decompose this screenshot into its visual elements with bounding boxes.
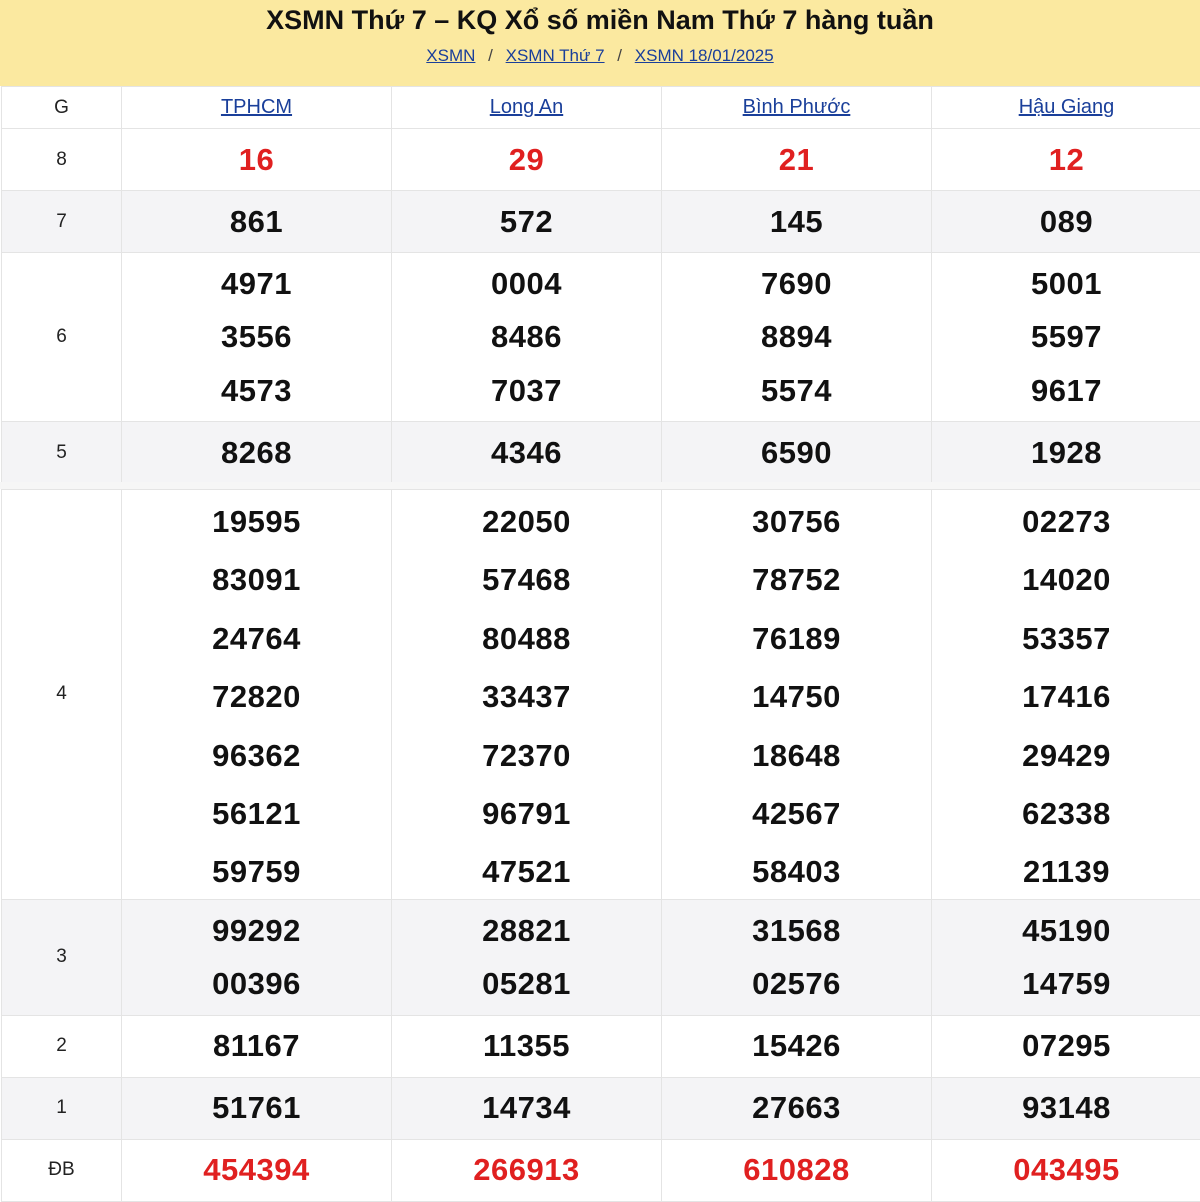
province-header	[662, 87, 932, 129]
prize-number: 31568	[662, 904, 931, 957]
prize-number: 14020	[932, 548, 1200, 606]
prize-number: 7690	[662, 257, 931, 311]
prize-label: ĐB	[2, 1139, 122, 1201]
prize-number: 7037	[392, 364, 661, 418]
prize-number: 45190	[932, 904, 1200, 957]
table-header-row	[2, 87, 1200, 129]
prize-row-1	[2, 1077, 1200, 1139]
prize-number: 30756	[662, 490, 931, 548]
prize-label: 2	[2, 1015, 122, 1077]
prize-number: 22050	[392, 490, 661, 548]
prize-number: 21139	[932, 840, 1200, 898]
prize-number: 07295	[1022, 1028, 1111, 1063]
breadcrumb-separator: /	[617, 46, 622, 65]
prize-number: 59759	[122, 840, 391, 898]
prize-number: 089	[1040, 204, 1093, 239]
prize-number: 1928	[1031, 435, 1102, 470]
results-table-bottom	[1, 489, 1200, 1202]
prize-row-7	[2, 191, 1200, 253]
prize-label: 4	[2, 490, 122, 900]
prize-label: 1	[2, 1077, 122, 1139]
prize-number: 18648	[662, 724, 931, 782]
prize-label: 7	[2, 191, 122, 253]
prize-number: 53357	[932, 607, 1200, 665]
prize-number: 8894	[662, 310, 931, 364]
prize-number: 4346	[491, 435, 562, 470]
prize-row-3	[2, 899, 1200, 1015]
prize-number: 05281	[392, 957, 661, 1010]
prize-label: 3	[2, 899, 122, 1015]
results-table-top	[1, 86, 1200, 484]
prize-number: 8486	[392, 310, 661, 364]
prize-row-2	[2, 1015, 1200, 1077]
province-link-binh-phuoc[interactable]: Bình Phước	[743, 96, 851, 118]
province-header	[392, 87, 662, 129]
page-header	[0, 0, 1200, 86]
prize-number: 00396	[122, 957, 391, 1010]
prize-number: 572	[500, 204, 553, 239]
prize-number: 0004	[392, 257, 661, 311]
breadcrumb-separator: /	[488, 46, 493, 65]
prize-number: 5597	[932, 310, 1200, 364]
province-link-hau-giang[interactable]: Hậu Giang	[1019, 96, 1115, 118]
prize-number: 5574	[662, 364, 931, 418]
special-prize-number: 454394	[203, 1152, 309, 1187]
province-link-long-an[interactable]: Long An	[490, 96, 563, 118]
prize-number: 28821	[392, 904, 661, 957]
prize-number: 24764	[122, 607, 391, 665]
prize-number: 8268	[221, 435, 292, 470]
prize-number: 21	[779, 142, 814, 177]
prize-number: 27663	[752, 1090, 841, 1125]
province-header	[122, 87, 392, 129]
prize-number: 14759	[932, 957, 1200, 1010]
breadcrumb-link-xsmn[interactable]: XSMN	[426, 46, 475, 65]
prize-number: 72370	[392, 724, 661, 782]
prize-number: 51761	[212, 1090, 301, 1125]
prize-number: 96791	[392, 782, 661, 840]
prize-number: 81167	[213, 1028, 300, 1063]
prize-number: 47521	[392, 840, 661, 898]
table-divider	[0, 482, 1200, 489]
prize-number: 83091	[122, 548, 391, 606]
prize-number: 5001	[932, 257, 1200, 311]
prize-number: 15426	[752, 1028, 841, 1063]
prize-label: 5	[2, 422, 122, 484]
prize-number: 78752	[662, 548, 931, 606]
prize-label: 6	[2, 253, 122, 422]
prize-number: 02576	[662, 957, 931, 1010]
prize-number: 4573	[122, 364, 391, 418]
prize-number: 96362	[122, 724, 391, 782]
prize-number: 57468	[392, 548, 661, 606]
prize-number: 76189	[662, 607, 931, 665]
prize-number: 58403	[662, 840, 931, 898]
special-prize-number: 610828	[743, 1152, 849, 1187]
prize-number: 99292	[122, 904, 391, 957]
prize-row-special	[2, 1139, 1200, 1201]
prize-number: 29	[509, 142, 544, 177]
breadcrumb	[0, 46, 1200, 66]
prize-number: 56121	[122, 782, 391, 840]
prize-number: 14750	[662, 665, 931, 723]
prize-number: 145	[770, 204, 823, 239]
prize-label: 8	[2, 129, 122, 191]
prize-number: 17416	[932, 665, 1200, 723]
province-link-tphcm[interactable]: TPHCM	[221, 96, 292, 118]
prize-number: 02273	[932, 490, 1200, 548]
prize-number: 19595	[122, 490, 391, 548]
prize-number: 33437	[392, 665, 661, 723]
prize-number: 16	[239, 142, 274, 177]
prize-row-8	[2, 129, 1200, 191]
prize-number: 80488	[392, 607, 661, 665]
prize-number: 9617	[932, 364, 1200, 418]
prize-number: 6590	[761, 435, 832, 470]
prize-number: 861	[230, 204, 283, 239]
prize-number: 93148	[1022, 1090, 1111, 1125]
prize-row-5	[2, 422, 1200, 484]
special-prize-number: 266913	[473, 1152, 579, 1187]
breadcrumb-link-xsmn-date[interactable]: XSMN 18/01/2025	[635, 46, 774, 65]
prize-number: 4971	[122, 257, 391, 311]
prize-number: 12	[1049, 142, 1084, 177]
special-prize-number: 043495	[1013, 1152, 1119, 1187]
prize-column-header: G	[2, 87, 122, 129]
prize-number: 72820	[122, 665, 391, 723]
prize-number: 3556	[122, 310, 391, 364]
prize-number: 14734	[482, 1090, 571, 1125]
page-title: XSMN Thứ 7 – KQ Xổ số miền Nam Thứ 7 hàng tuần	[0, 0, 1200, 35]
prize-row-6	[2, 253, 1200, 422]
prize-number: 62338	[932, 782, 1200, 840]
prize-number: 11355	[483, 1028, 570, 1063]
breadcrumb-link-xsmn-thu-7[interactable]: XSMN Thứ 7	[506, 46, 605, 65]
province-header	[932, 87, 1200, 129]
prize-row-4	[2, 490, 1200, 900]
prize-number: 29429	[932, 724, 1200, 782]
prize-number: 42567	[662, 782, 931, 840]
